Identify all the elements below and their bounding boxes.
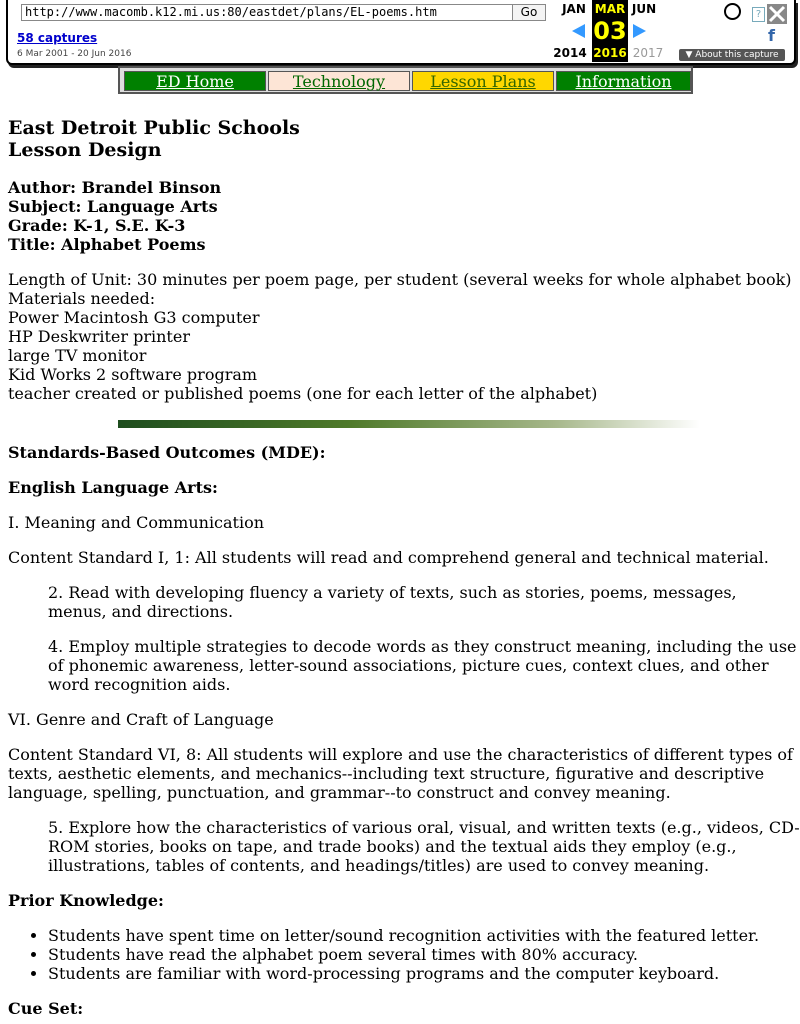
standard-section-1: I. Meaning and Communication: [8, 513, 265, 532]
wayback-year-next[interactable]: 2017: [632, 46, 664, 60]
close-icon[interactable]: [767, 4, 787, 24]
subject: Subject: Language Arts: [8, 197, 218, 216]
wayback-go-button[interactable]: Go: [512, 4, 546, 21]
standard-section-6: VI. Genre and Craft of Language: [8, 710, 274, 729]
site-nav: [118, 66, 693, 94]
wayback-month-prev[interactable]: JAN: [562, 2, 586, 16]
list-item: • Students are familiar with word-processing programs and the computer keyboard.: [48, 964, 800, 983]
list-item: • Students have read the alphabet poem several times with 80% accuracy.: [48, 945, 800, 964]
prior-knowledge-heading: Prior Knowledge:: [8, 891, 164, 910]
content-standard-1: Content Standard I, 1: All students will read and comprehend general and technical material.: [8, 548, 769, 567]
wayback-day: 03: [593, 17, 627, 45]
materials-label: Materials needed:: [8, 289, 156, 308]
benchmark-item: 4. Employ multiple strategies to decode words as they construct meaning, including the use of phonemic awareness, letter-sound associations, picture cues, context clues, and other word recognition aids.: [48, 637, 797, 694]
wayback-year-prev[interactable]: 2014: [553, 46, 587, 60]
lesson-meta: [8, 178, 800, 254]
cue-set-heading: Cue Set:: [8, 999, 84, 1018]
material-item: Power Macintosh G3 computer: [8, 308, 260, 327]
list-item: • Students have spent time on letter/sound recognition activities with the featured letter.: [48, 926, 800, 945]
next-capture-arrow-icon[interactable]: [633, 24, 646, 38]
wayback-month-next[interactable]: JUN: [631, 2, 657, 16]
wayback-url-input[interactable]: http://www.macomb.k12.mi.us:80/eastdet/plans/EL-poems.htm: [21, 4, 515, 21]
content-standard-6: Content Standard VI, 8: All students will explore and use the characteristics of different types of texts, aesthetic elements, and mechanics--including text structure, figurative and descriptive language, spelling, punctuation, and grammar--to construct and convey meaning.: [8, 745, 793, 802]
wayback-month-current: MAR: [594, 2, 626, 16]
ela-heading: English Language Arts:: [8, 478, 218, 497]
unit-length: Length of Unit: 30 minutes per poem page, per student (several weeks for whole alphabet book): [8, 270, 792, 289]
wayback-circle-icon[interactable]: [724, 3, 741, 20]
wayback-captures-link[interactable]: 58 captures: [17, 31, 98, 45]
grade: Grade: K-1, S.E. K-3: [8, 216, 186, 235]
wayback-year-current: 2016: [593, 46, 627, 60]
lesson-title: Title: Alphabet Poems: [8, 235, 206, 254]
page-title: East Detroit Public Schools Lesson Design: [8, 117, 300, 161]
author: Author: Brandel Binson: [8, 178, 222, 197]
material-item: large TV monitor: [8, 346, 147, 365]
facebook-icon[interactable]: f: [768, 26, 775, 45]
benchmark-item: 2. Read with developing fluency a variety of texts, such as stories, poems, messages, menus, and directions.: [48, 583, 737, 621]
wayback-toolbar: [6, 0, 796, 65]
material-item: HP Deskwriter printer: [8, 327, 190, 346]
unit-info: [8, 270, 800, 403]
standards-heading: Standards-Based Outcomes (MDE):: [8, 443, 326, 462]
prev-capture-arrow-icon[interactable]: [572, 24, 585, 38]
nav-information[interactable]: Information: [556, 71, 691, 91]
material-item: teacher created or published poems (one for each letter of the alphabet): [8, 384, 598, 403]
lesson-content: [8, 117, 800, 1018]
material-item: Kid Works 2 software program: [8, 365, 258, 384]
benchmark-item: 5. Explore how the characteristics of various oral, visual, and written texts (e.g., videos, CD-ROM stories, books on tape, and trade books) and the textual aids they employ (e.g., illustrations, tables of contents, and headings/titles) are used to convey meaning.: [48, 818, 800, 875]
help-icon[interactable]: ?: [752, 7, 765, 22]
wayback-date-range: 6 Mar 2001 - 20 Jun 2016: [17, 49, 132, 59]
nav-technology[interactable]: Technology: [268, 71, 410, 91]
about-capture-button[interactable]: ▼ About this capture: [679, 49, 785, 61]
nav-ed-home[interactable]: ED Home: [124, 71, 266, 91]
prior-knowledge-list: [8, 926, 800, 983]
nav-lesson-plans[interactable]: Lesson Plans: [412, 71, 554, 91]
